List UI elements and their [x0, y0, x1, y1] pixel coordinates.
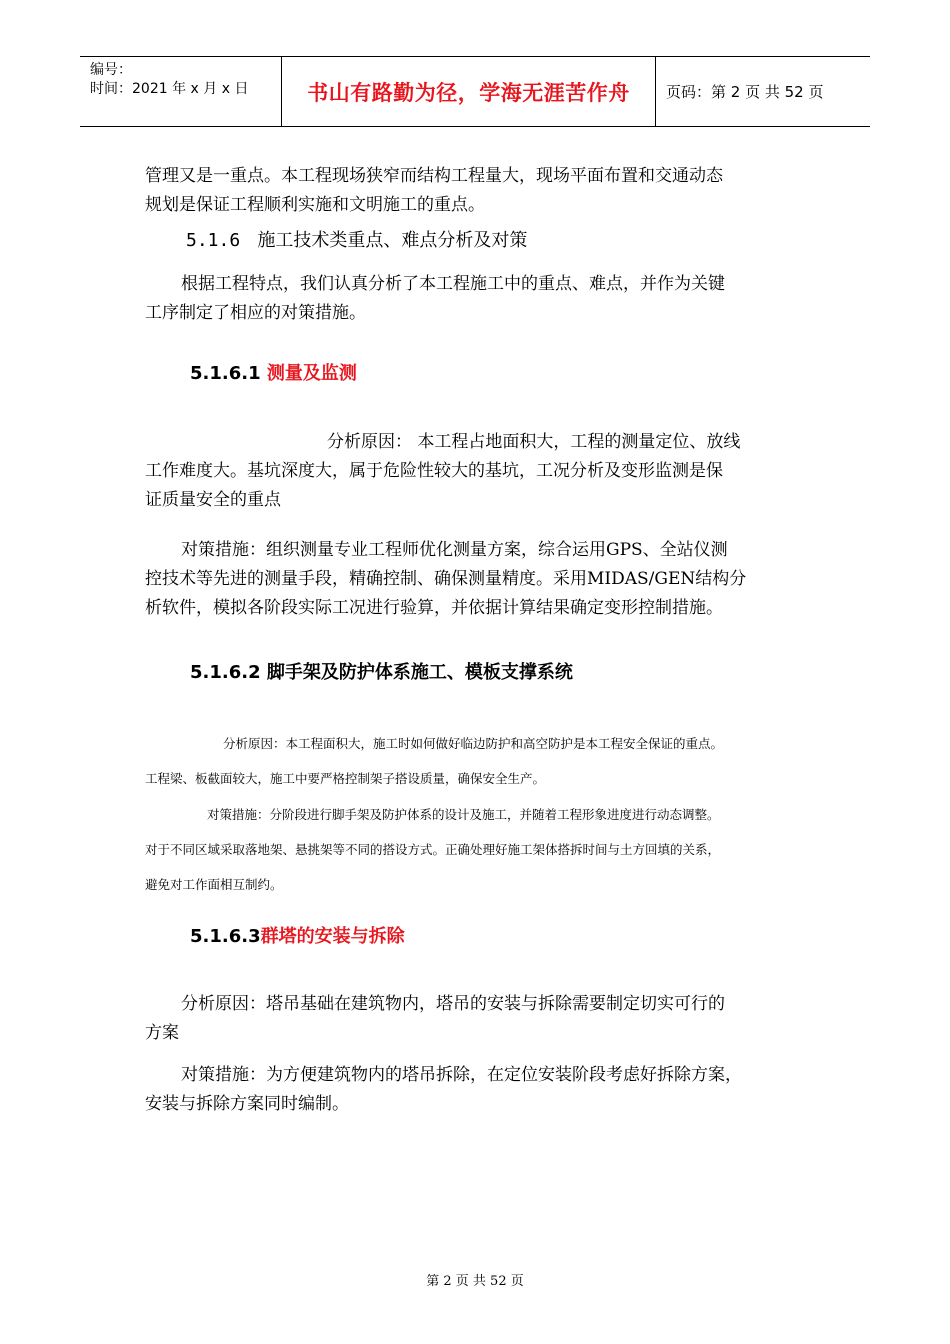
section-516-number: 5.1.6: [186, 230, 241, 251]
intro-line-2: 规划是保证工程顺利实施和文明施工的重点。: [145, 195, 485, 215]
page-header: [80, 56, 870, 127]
section-5162-measure-line-3: 避免对工作面相互制约。: [145, 877, 283, 892]
section-5161-analysis: [145, 428, 805, 515]
header-motto: 书山有路勤为径，学海无涯苦作舟: [281, 57, 656, 126]
intro-paragraph: [145, 162, 805, 220]
section-5162-measure-line-1: 对策措施：分阶段进行脚手架及防护体系的设计及施工，并随着工程形象进度进行动态调整。: [207, 807, 720, 822]
section-5162-measures: [145, 797, 805, 902]
section-5163-analysis: [145, 990, 805, 1048]
section-5162-measure-line-2: 对于不同区域采取落地架、悬挑架等不同的搭设方式。正确处理好施工架体搭拆时间与土方回填的关系，: [145, 842, 721, 857]
section-516-title: 施工技术类重点、难点分析及对策: [257, 230, 528, 251]
section-5162-analysis-line-1: 分析原因：本工程面积大，施工时如何做好临边防护和高空防护是本工程安全保证的重点。: [223, 736, 724, 751]
section-5163-number: 5.1.6.3: [190, 926, 261, 947]
header-number-label: 编号：: [90, 62, 132, 78]
section-5163-heading: [190, 922, 405, 948]
section-5161-analysis-line-3: 证质量安全的重点: [145, 490, 281, 510]
section-516-line-1: 根据工程特点，我们认真分析了本工程施工中的重点、难点，并作为关键: [181, 274, 725, 294]
header-meta: [80, 57, 281, 126]
header-page-info: 页码：第 2 页 共 52 页: [666, 83, 824, 101]
section-5163-measure-line-2: 安装与拆除方案同时编制。: [145, 1094, 349, 1114]
section-5162-analysis: [145, 726, 805, 796]
section-5161-number: 5.1.6.1: [190, 363, 261, 384]
section-5161-measure-line-2: 控技术等先进的测量手段，精确控制、确保测量精度。采用MIDAS/GEN结构分: [145, 569, 747, 589]
section-5161-analysis-line-2: 工作难度大。基坑深度大，属于危险性较大的基坑，工况分析及变形监测是保: [145, 461, 723, 481]
intro-line-1: 管理又是一重点。本工程现场狭窄而结构工程量大，现场平面布置和交通动态: [145, 166, 723, 186]
section-5161-measure-line-1: 对策措施：组织测量专业工程师优化测量方案，综合运用GPS、全站仪测: [181, 540, 728, 560]
section-5162-analysis-line-2: 工程梁、板截面较大，施工中要严格控制架子搭设质量，确保安全生产。: [145, 771, 546, 786]
section-5161-heading: [190, 359, 357, 385]
section-5161-measures: [145, 536, 805, 623]
section-5163-measure-line-1: 对策措施：为方便建筑物内的塔吊拆除，在定位安装阶段考虑好拆除方案，: [181, 1065, 742, 1085]
section-5163-analysis-line-1: 分析原因：塔吊基础在建筑物内，塔吊的安装与拆除需要制定切实可行的: [181, 994, 725, 1014]
section-5163-analysis-line-2: 方案: [145, 1023, 179, 1043]
section-5161-title: 测量及监测: [266, 363, 357, 384]
page-footer: 第 2 页 共 52 页: [426, 1274, 524, 1289]
header-time-label: 时间：2021 年 x 月 x 日: [90, 81, 249, 97]
section-516-line-2: 工序制定了相应的对策措施。: [145, 303, 366, 323]
section-516-paragraph: [145, 270, 805, 328]
section-5163-title: 群塔的安装与拆除: [260, 926, 405, 947]
section-5162-heading: 5.1.6.2 脚手架及防护体系施工、模板支撑系统: [190, 662, 573, 683]
section-5161-analysis-line-1: 分析原因： 本工程占地面积大，工程的测量定位、放线: [327, 432, 741, 452]
section-516-heading: [186, 226, 846, 255]
section-5163-measures: [145, 1061, 805, 1119]
section-5161-measure-line-3: 析软件，模拟各阶段实际工况进行验算，并依据计算结果确定变形控制措施。: [145, 598, 723, 618]
